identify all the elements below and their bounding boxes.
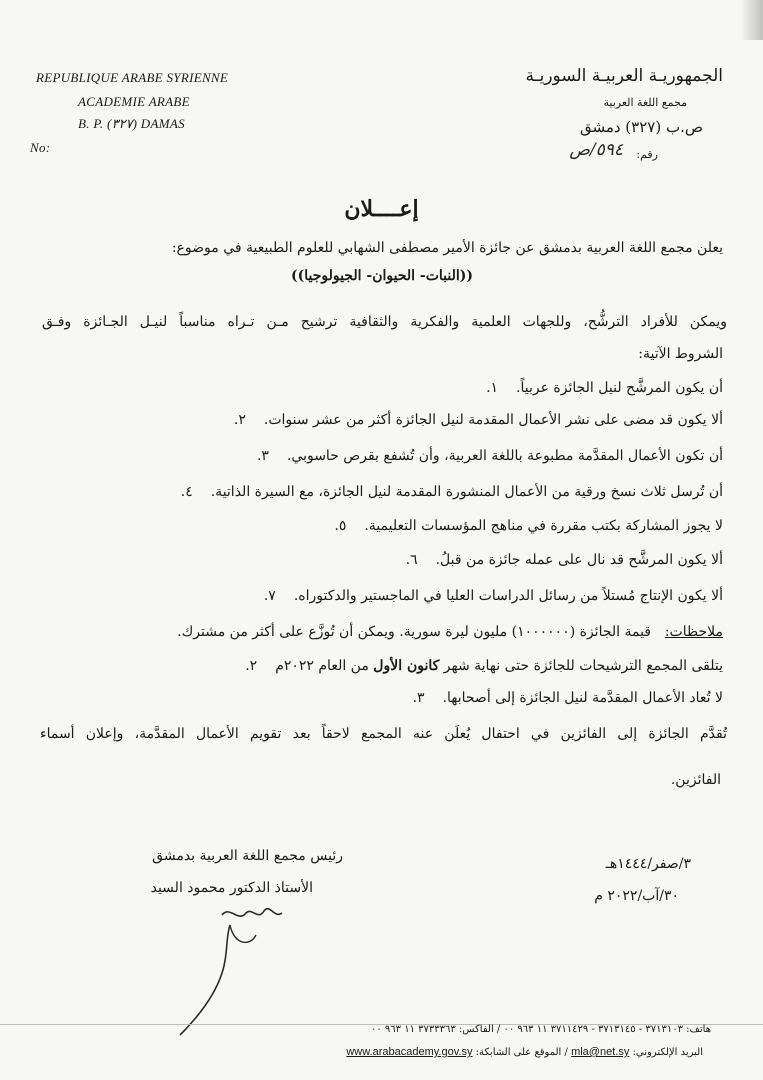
header-fr-republic: REPUBLIQUE ARABE SYRIENNE	[36, 70, 229, 85]
condition-number: ٧.	[263, 588, 276, 604]
note-prize-value: قيمة الجائزة (١٠٠٠٠٠٠) مليون ليرة سورية. ويمكن أن تُوزَّع على أكثر من مشترك.	[177, 624, 651, 640]
condition-text: لا يجوز المشاركة بكتب مقررة في مناهج المؤسسات التعليمية.	[364, 518, 723, 534]
eligibility-line-2: الشروط الآتية:	[638, 346, 723, 362]
condition-item	[398, 552, 723, 568]
header-ar-academy: مجمع اللغة العربية	[603, 96, 687, 109]
scan-smudge	[740, 0, 763, 40]
condition-text: أن يكون المرشَّح لنيل الجائزة عربياً.	[516, 380, 723, 396]
note-item	[405, 690, 723, 706]
condition-item	[249, 448, 723, 464]
note-deadline-post: من العام ٢٠٢٢م	[275, 658, 369, 674]
condition-item	[326, 518, 723, 534]
closing-line-2: الفائزين.	[670, 772, 721, 788]
note-text: لا تُعاد الأعمال المقدَّمة لنيل الجائزة إلى أصحابها.	[442, 690, 723, 706]
footer-email-link[interactable]: mla@net.sy	[571, 1046, 630, 1058]
header-ar-republic: الجمهوريـة العربيـة السوريـة	[525, 66, 723, 86]
condition-number: ١.	[486, 380, 499, 396]
note-deadline-pre: يتلقى المجمع الترشيحات للجائزة حتى نهاية شهر	[443, 658, 723, 674]
condition-text: أن تكون الأعمال المقدَّمة مطبوعة باللغة العربية، وأن تُشفع بقرص حاسوبي.	[286, 448, 723, 464]
header-fr-pobox: B. P. (٣٢٧) DAMAS	[78, 116, 185, 131]
eligibility-line-1: ويمكن للأفراد الترشُّح، وللجهات العلمية والفكرية والثقافية ترشيح مـن تـراه مناسباً لنيـل الجـائزة وفـق	[42, 314, 727, 330]
condition-item	[173, 484, 723, 500]
closing-line-1: تُقدَّم الجائزة إلى الفائزين في احتفال يُعلَن عنه المجمع لاحقاً بعد تقويم الأعمال المقدَّمة، وإعلان أسماء	[40, 726, 727, 742]
prize-topic: ((النبات- الحيوان- الجيولوجيا))	[290, 268, 473, 284]
footer-web-label: / الموقع على الشابكة:	[475, 1047, 568, 1058]
condition-item	[226, 412, 723, 428]
note-item	[237, 658, 723, 674]
footer-email-label: البريد الإلكتروني:	[632, 1047, 703, 1058]
note-number: ٣.	[412, 690, 425, 706]
condition-number: ٤.	[180, 484, 193, 500]
note-deadline-month: كانون الأول	[373, 658, 440, 674]
header-fr-academy: ACADEMIE ARABE	[78, 94, 190, 109]
condition-number: ٢.	[233, 412, 246, 428]
date-hijri: ٣/صفر/١٤٤٤هـ	[605, 856, 691, 872]
announcement-title: إعــــلان	[344, 196, 419, 222]
condition-item	[478, 380, 723, 396]
notes-label: ملاحظات:	[664, 624, 723, 640]
header-fr-no-label: No:	[30, 140, 51, 155]
handwritten-signature	[160, 895, 400, 1045]
signatory-name: الأستاذ الدكتور محمود السيد	[150, 880, 313, 896]
condition-text: أن تُرسل ثلاث نسخ ورقية من الأعمال المنشورة المقدمة لنيل الجائزة، مع السيرة الذاتية.	[210, 484, 723, 500]
header-ar-ref-label: رقم:	[636, 148, 658, 161]
note-number: ٢.	[245, 658, 258, 674]
footer-phones: هاتف: ٣٧١٣١٠٣ - ٣٧١٣١٤٥ - ٣٧١١٤٢٩ ١١ ٩٦٣ ٠٠ / الفاكس: ٣٧٣٣٣٦٣ ١١ ٩٦٣ ٠٠	[370, 1024, 711, 1035]
header-ar-pobox: ص.ب (٣٢٧) دمشق	[579, 118, 703, 136]
header-ar-ref-number: ٥٩٤/ص	[569, 140, 623, 160]
condition-text: ألا يكون المرشَّح قد نال على عمله جائزة من قبلُ.	[435, 552, 723, 568]
condition-number: ٥.	[334, 518, 347, 534]
condition-text: ألا يكون قد مضى على نشر الأعمال المقدمة لنيل الجائزة أكثر من عشر سنوات.	[263, 412, 723, 428]
intro-paragraph: يعلن مجمع اللغة العربية بدمشق عن جائزة الأمير مصطفى الشهابي للعلوم الطبيعية في موضوع:	[171, 240, 723, 256]
condition-text: ألا يكون الإنتاج مُستلاً من رسائل الدراسات العليا في الماجستير والدكتوراه.	[293, 588, 723, 604]
condition-item	[256, 588, 723, 604]
footer-contacts	[346, 1046, 703, 1058]
footer-website-link[interactable]: www.arabacademy.gov.sy	[346, 1046, 473, 1058]
date-gregorian: ٣٠/آب/٢٠٢٢ م	[594, 888, 679, 904]
condition-number: ٣.	[256, 448, 269, 464]
signatory-title: رئيس مجمع اللغة العربية بدمشق	[152, 848, 343, 864]
note-text	[275, 658, 723, 674]
condition-number: ٦.	[405, 552, 418, 568]
